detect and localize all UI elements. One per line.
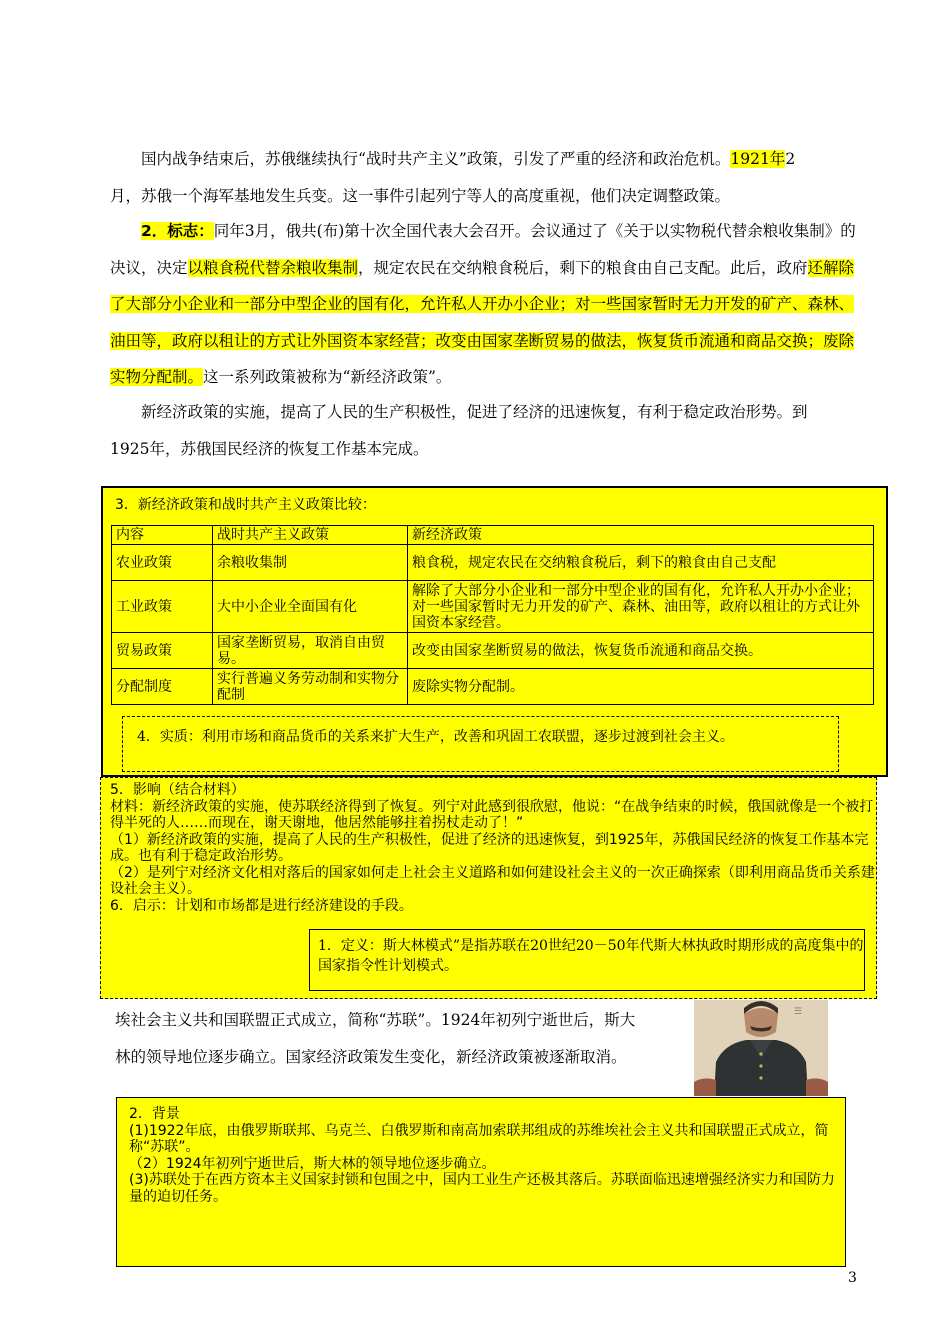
highlighted-text: 以粮食税代替余粮收集制 — [187, 258, 359, 277]
stalin-portrait-image — [694, 1000, 828, 1096]
highlighted-year: 1921年 — [730, 150, 786, 168]
definition-text: 1．定义：斯大林模式”是指苏联在20世纪20－50年代斯大林执政时期形成的高度集中的国家指令性计划模式。 — [318, 938, 864, 974]
table-cell: 改变由国家垄断贸易的做法，恢复货币流通和商品交换。 — [408, 633, 874, 669]
essence-box — [122, 716, 839, 772]
paragraph-text: ，规定农民在交纳粮食税后，剩下的粮食由自己支配。此后，政府 — [358, 258, 808, 277]
definition-box — [309, 929, 865, 991]
table-cell: 实行普遍义务劳动制和实物分配制 — [213, 669, 408, 705]
table-cell: 粮食税，规定农民在交纳粮食税后，剩下的粮食由自己支配 — [408, 545, 874, 581]
impact-material: 材料：新经济政策的实施，使苏联经济得到了恢复。列宁对此感到很欣慰，他说：“在战争结束的时候，俄国就像是一个被打得半死的人……而现在，谢天谢地，他居然能够拄着拐杖走动了！” — [110, 798, 874, 831]
comparison-title: 3．新经济政策和战时共产主义政策比较： — [115, 497, 376, 513]
paragraph-text: 国内战争结束后，苏俄继续执行“战时共产主义”政策，引发了严重的经济和政治危机。 — [141, 150, 731, 168]
paragraph-text: 林的领导地位逐步确立。国家经济政策发生变化，新经济政策被逐渐取消。 — [115, 1047, 627, 1066]
section-label: 2．标志： — [141, 222, 214, 240]
background-point: (3)苏联处于在西方资本主义国家封锁和包围之中，国内工业生产还极其落后。苏联面临迅速增强经济实力和国防力量的迫切任务。 — [129, 1172, 835, 1205]
table-cell: 贸易政策 — [112, 633, 213, 669]
table-cell: 余粮收集制 — [213, 545, 408, 581]
paragraph-text: 埃社会主义共和国联盟正式成立，简称“苏联”。1924年初列宁逝世后，斯大 — [115, 1011, 636, 1029]
table-header-cell: 内容 — [112, 526, 213, 545]
background-point: （2）1924年初列宁逝世后，斯大林的领导地位逐步确立。 — [129, 1155, 496, 1172]
table-cell: 大中小企业全面国有化 — [213, 581, 408, 633]
table-cell: 解除了大部分小企业和一部分中型企业的国有化，允许私人开办小企业；对一些国家暂时无力开发的矿产、森林、油田等，政府以租让的方式让外国资本家经营。 — [408, 581, 874, 633]
table-row — [112, 581, 874, 633]
inspiration-text: 6．启示：计划和市场都是进行经济建设的手段。 — [110, 897, 413, 914]
background-box — [116, 1097, 846, 1267]
table-header-row — [112, 526, 874, 545]
table-cell: 农业政策 — [112, 545, 213, 581]
paragraph-text: 新经济政策的实施，提高了人民的生产积极性，促进了经济的迅速恢复，有利于稳定政治形势。到 — [141, 403, 808, 421]
essence-text: 4．实质：利用市场和商品货币的关系来扩大生产，改善和巩固工农联盟，逐步过渡到社会主义。 — [137, 729, 734, 745]
paragraph-text: 同年3月，俄共(布)第十次全国代表大会召开。会议通过了《关于以实物税代替余粮收集制》的决议，决定 — [110, 222, 856, 277]
paragraph-text: 月，苏俄一个海军基地发生兵变。这一事件引起列宁等人的高度重视，他们决定调整政策。 — [110, 186, 731, 205]
impact-point: （1）新经济政策的实施，提高了人民的生产积极性，促进了经济的迅速恢复，到1925年，苏俄国民经济的恢复工作基本完成。也有利于稳定政治形势。 — [110, 831, 869, 864]
table-cell: 废除实物分配制。 — [408, 669, 874, 705]
table-row — [112, 545, 874, 581]
impact-point: （2）是列宁对经济文化相对落后的国家如何走上社会主义道路和如何建设社会主义的一次正确探索（即利用商品货币关系建设社会主义）。 — [110, 864, 875, 897]
paragraph-text: 2 — [785, 150, 796, 168]
comparison-table — [111, 525, 874, 705]
paragraph-result — [110, 394, 862, 467]
table-header-cell: 战时共产主义政策 — [213, 526, 408, 545]
background-title: 2．背景 — [129, 1106, 180, 1122]
paragraph-crisis — [110, 141, 862, 214]
paragraph-sign — [110, 213, 862, 396]
portrait-graphic — [694, 1000, 828, 1096]
highlighted-text: 还解除了大部分小企业和一部分中型企业的国有化，允许私人开办小企业；对一些国家暂时无力开发的矿产、森林、油田等，政府以租让的方式让外国资本家经营；改变由国家垄断贸易的做法，恢复货币流通和商品交换；废除实物分配制。 — [110, 258, 855, 386]
table-header-cell: 新经济政策 — [408, 526, 874, 545]
svg-text:☰: ☰ — [794, 1007, 803, 1017]
page-number: 3 — [848, 1270, 857, 1286]
table-cell: 工业政策 — [112, 581, 213, 633]
paragraph-text: 这一系列政策被称为“新经济政策”。 — [203, 368, 452, 386]
table-row — [112, 633, 874, 669]
paragraph-text: 1925年，苏俄国民经济的恢复工作基本完成。 — [110, 439, 429, 458]
table-cell: 国家垄断贸易，取消自由贸易。 — [213, 633, 408, 669]
paragraph-ussr — [115, 1002, 695, 1075]
background-point: (1)1922年底，由俄罗斯联邦、乌克兰、白俄罗斯和南高加索联邦组成的苏维埃社会主义共和国联盟正式成立，简称“苏联”。 — [129, 1122, 829, 1155]
impact-title: 5．影响（结合材料） — [110, 782, 245, 798]
table-row — [112, 669, 874, 705]
table-cell: 分配制度 — [112, 669, 213, 705]
